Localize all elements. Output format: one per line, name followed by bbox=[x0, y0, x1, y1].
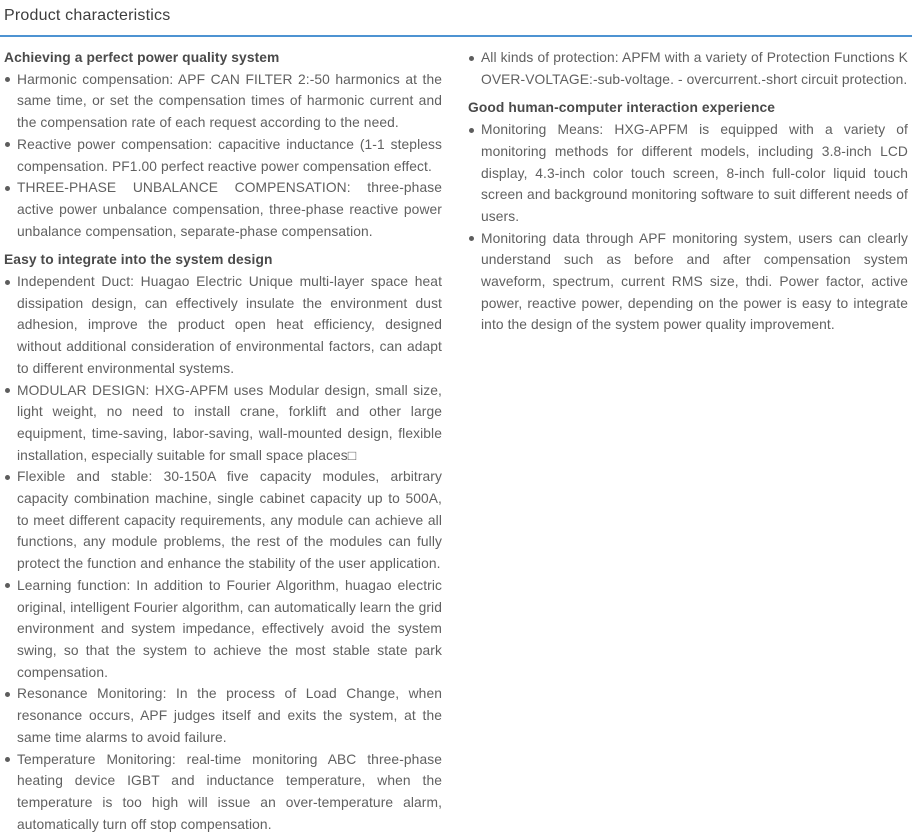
section-heading: Easy to integrate into the system design bbox=[4, 249, 442, 271]
bullet-item: Temperature Monitoring: real-time monitoring ABC three-phase heating device IGBT and inductance temperature, when the temperature is too high will issue an over-temperature alarm, automatically turn off stop compensation. bbox=[4, 749, 442, 835]
bullet-list bbox=[468, 119, 908, 336]
bullet-item: Reactive power compensation: capacitive inductance (1-1 stepless compensation. PF1.00 perfect reactive power compensation effect. bbox=[4, 134, 442, 177]
bullet-list bbox=[4, 271, 442, 835]
bullet-item: MODULAR DESIGN: HXG-APFM uses Modular design, small size, light weight, no need to install crane, forklift and other large equipment, time-saving, labor-saving, wall-mounted design, flexible installation, especially suitable for small space places□ bbox=[4, 380, 442, 467]
bullet-list bbox=[4, 69, 442, 243]
bullet-item: Independent Duct: Huagao Electric Unique multi-layer space heat dissipation design, can effectively insulate the environment dust adhesion, improve the product open heat efficiency, designed without additional consideration of environmental factors, can adapt to different environmental systems. bbox=[4, 271, 442, 380]
left-column bbox=[4, 47, 442, 835]
bullet-item: Harmonic compensation: APF CAN FILTER 2:-50 harmonics at the same time, or set the compensation times of harmonic current and the compensation rate of each request according to the need. bbox=[4, 69, 442, 134]
bullet-item: Resonance Monitoring: In the process of Load Change, when resonance occurs, APF judges itself and exits the system, at the same time alarms to avoid failure. bbox=[4, 683, 442, 748]
bullet-item: THREE-PHASE UNBALANCE COMPENSATION: three-phase active power unbalance compensation, three-phase reactive power unbalance compensation, separate-phase compensation. bbox=[4, 177, 442, 242]
section-interaction bbox=[468, 97, 908, 336]
section-heading: Achieving a perfect power quality system bbox=[4, 47, 442, 69]
bullet-item: Flexible and stable: 30-150A five capacity modules, arbitrary capacity combination machine, single cabinet capacity up to 500A, to meet different capacity requirements, any module can achieve all functions, any module problems, the rest of the modules can fully protect the function and enhance the stability of the user application. bbox=[4, 466, 442, 575]
section-heading: Good human-computer interaction experience bbox=[468, 97, 908, 119]
section-protection bbox=[468, 47, 908, 90]
bullet-item: Learning function: In addition to Fourier Algorithm, huagao electric original, intelligent Fourier algorithm, can automatically learn the grid environment and system impedance, effectively avoid the system swing, so that the system to achieve the most stable state park compensation. bbox=[4, 575, 442, 684]
right-column bbox=[468, 47, 908, 835]
content-columns bbox=[0, 37, 912, 835]
bullet-item: Monitoring Means: HXG-APFM is equipped with a variety of monitoring methods for different models, including 3.8-inch LCD display, 4.3-inch color touch screen, 8-inch full-color liquid touch screen and background monitoring software to suit different needs of users. bbox=[468, 119, 908, 228]
section-power-quality bbox=[4, 47, 442, 242]
section-system-design bbox=[4, 249, 442, 835]
bullet-list bbox=[468, 47, 908, 90]
bullet-item: Monitoring data through APF monitoring system, users can clearly understand such as before and after compensation system waveform, spectrum, current RMS size, thdi. Power factor, active power, reactive power, depending on the power is easy to integrate into the design of the system power quality improvement. bbox=[468, 228, 908, 337]
page-title: Product characteristics bbox=[0, 0, 912, 26]
bullet-item: All kinds of protection: APFM with a variety of Protection Functions K OVER-VOLTAGE:-sub-voltage. - overcurrent.-short circuit protection. bbox=[468, 47, 908, 90]
